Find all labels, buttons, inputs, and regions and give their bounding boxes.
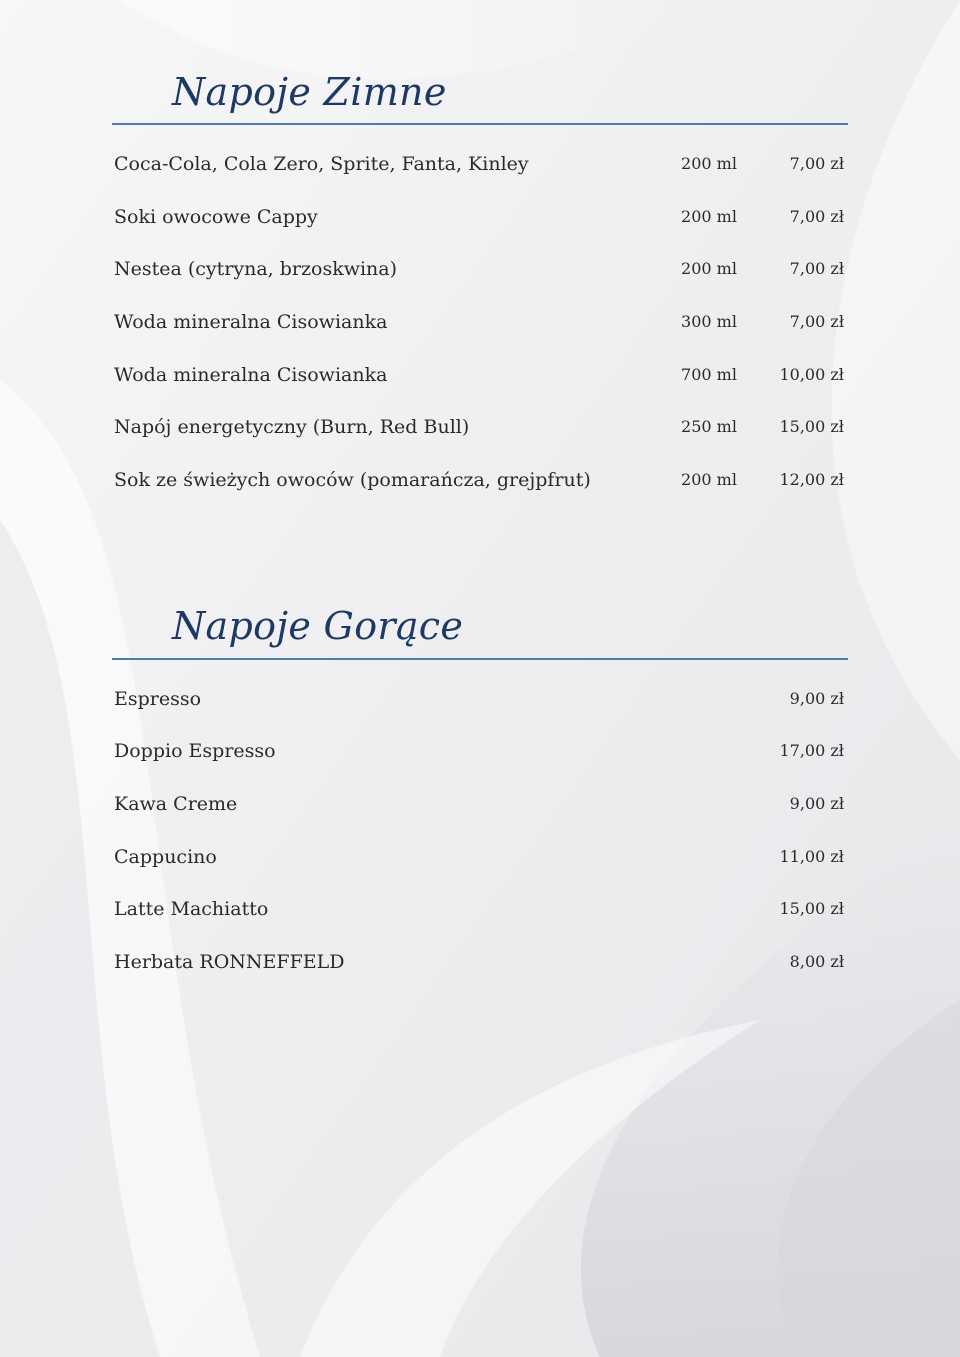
item-volume: 200 ml	[681, 259, 737, 278]
item-price: 8,00 zł	[789, 952, 844, 971]
item-volume: 700 ml	[681, 365, 737, 384]
item-price: 12,00 zł	[779, 470, 844, 489]
item-price: 9,00 zł	[789, 689, 844, 708]
menu-item-row	[114, 842, 848, 872]
item-volume: 250 ml	[681, 417, 737, 436]
item-name: Woda mineralna Cisowianka	[114, 364, 388, 386]
menu-item-row	[114, 307, 848, 337]
item-price: 7,00 zł	[789, 207, 844, 226]
menu-item-row	[114, 254, 848, 284]
item-price: 10,00 zł	[779, 365, 844, 384]
item-name: Sok ze świeżych owoców (pomarańcza, grejpfrut)	[114, 469, 591, 491]
menu-item-row	[114, 894, 848, 924]
section-title-hot-drinks: Napoje Gorące	[172, 604, 464, 648]
item-name: Soki owocowe Cappy	[114, 206, 318, 228]
item-volume: 300 ml	[681, 312, 737, 331]
menu-item-row	[114, 360, 848, 390]
menu-item-row	[114, 412, 848, 442]
item-price: 7,00 zł	[789, 312, 844, 331]
item-price: 7,00 zł	[789, 259, 844, 278]
item-price: 15,00 zł	[779, 899, 844, 918]
item-name: Doppio Espresso	[114, 740, 276, 762]
section-title-cold-drinks: Napoje Zimne	[172, 70, 447, 114]
menu-item-row	[114, 465, 848, 495]
item-name: Cappucino	[114, 846, 217, 868]
menu-item-row	[114, 736, 848, 766]
item-volume: 200 ml	[681, 154, 737, 173]
item-name: Coca-Cola, Cola Zero, Sprite, Fanta, Kinley	[114, 153, 529, 175]
item-name: Kawa Creme	[114, 793, 238, 815]
item-name: Napój energetyczny (Burn, Red Bull)	[114, 416, 470, 438]
section-divider-cold	[112, 123, 848, 125]
item-price: 9,00 zł	[789, 794, 844, 813]
item-volume: 200 ml	[681, 207, 737, 226]
item-name: Latte Machiatto	[114, 898, 269, 920]
item-name: Woda mineralna Cisowianka	[114, 311, 388, 333]
menu-item-row	[114, 789, 848, 819]
item-price: 17,00 zł	[779, 741, 844, 760]
item-price: 11,00 zł	[779, 847, 844, 866]
item-price: 15,00 zł	[779, 417, 844, 436]
item-name: Espresso	[114, 688, 202, 710]
menu-item-row	[114, 202, 848, 232]
item-name: Herbata RONNEFFELD	[114, 951, 345, 973]
item-volume: 200 ml	[681, 470, 737, 489]
item-price: 7,00 zł	[789, 154, 844, 173]
menu-item-row	[114, 947, 848, 977]
item-name: Nestea (cytryna, brzoskwina)	[114, 258, 398, 280]
section-divider-hot	[112, 658, 848, 660]
menu-item-row	[114, 684, 848, 714]
menu-item-row	[114, 149, 848, 179]
